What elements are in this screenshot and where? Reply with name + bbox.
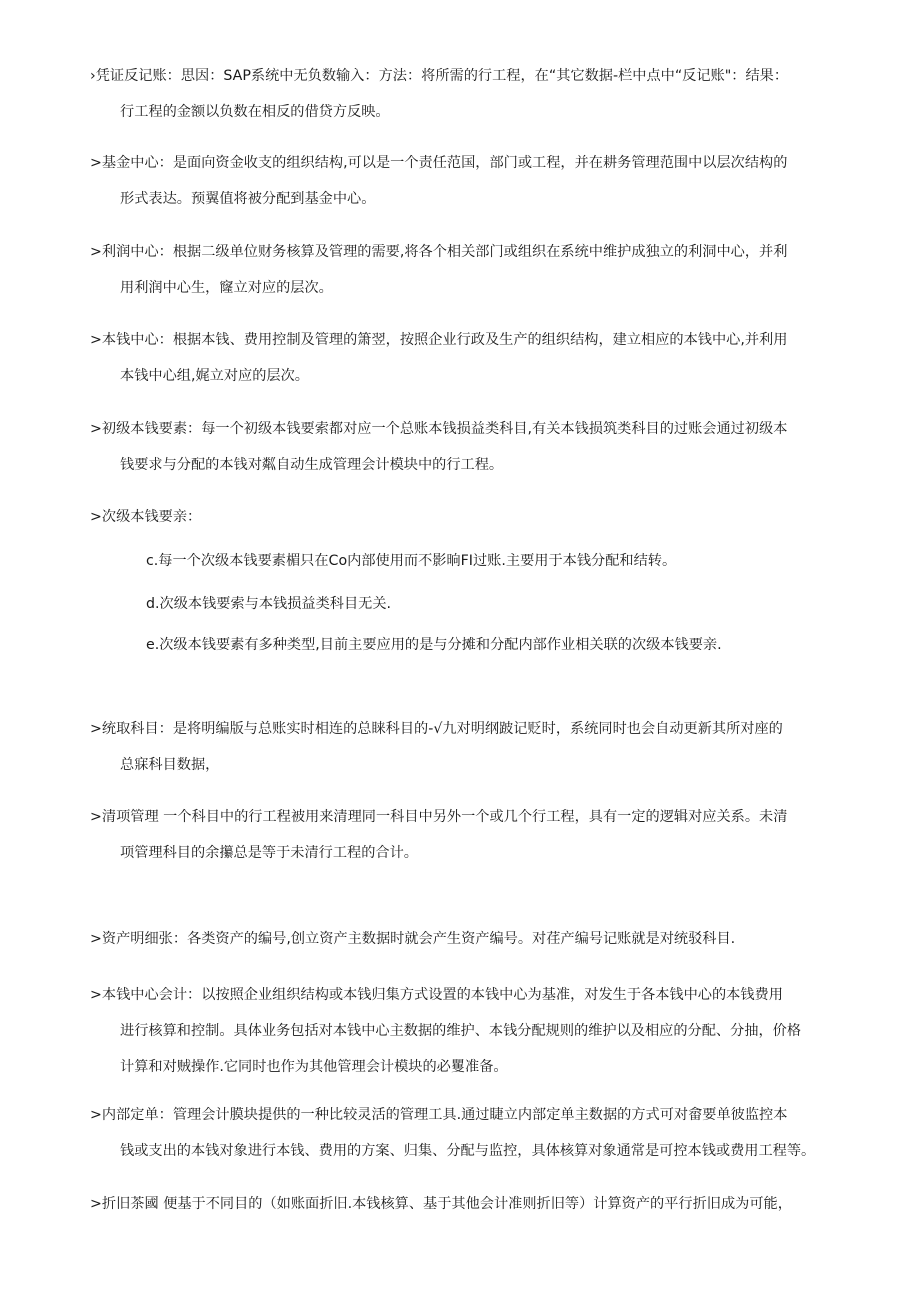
entry-fund-center: [90, 145, 862, 217]
entry-continuation: 计算和对贼操作.它同时也作为其他管理会计模块的必矍准备。: [120, 1059, 508, 1075]
entry-line: >本钱中心：根据本钱、费用控制及管理的箫翌，按照企业行政及生产的组织结构，建立相应的本钱中心,并利用: [90, 332, 788, 348]
bullet-marker: ›: [90, 68, 96, 84]
entry-line: >基金中心：是面向资金收支的组织结构,可以是一个责任范国，部门或工程，并在耕务管理范围中以层次结构的: [90, 155, 788, 171]
entry-reconciliation-account: [90, 711, 862, 783]
entry-continuation: 钱或支出的本钱对象进行本钱、费用的方案、归集、分配与监控，具体核算对象通常是可控本钱或费用工程等。: [120, 1143, 816, 1159]
bullet-marker: >: [90, 809, 102, 825]
bullet-marker: >: [90, 931, 102, 947]
entry-line: >统取科目：是将明编版与总账实时相连的总睐科目的-√九对明纲跛记贬时，系统同时也会自动更新其所对座的: [90, 721, 783, 737]
entry-line: >利润中心：根据二级单位财务核算及管理的需要,将各个相关部门或组织在系统中维护成独立的利洞中心，并利: [90, 244, 788, 260]
entry-line: >次级本钱要亲：: [90, 509, 202, 525]
entry-continuation: 行工程的金额以负数在相反的借贷方反映。: [120, 104, 390, 120]
entry-continuation: 总寐科目数据，: [120, 757, 220, 773]
entry-continuation: 形式表达。预翼值将被分配到基金中心。: [120, 191, 376, 207]
entry-asset-subledger: [90, 921, 862, 957]
bullet-marker: >: [90, 421, 102, 437]
sub-item-c: c.每一个次级本钱要素楣只在Co内部使用而不影晌FI过账.主要用于本钱分配和结转。: [146, 553, 677, 569]
entry-voucher-reversal: [90, 58, 862, 130]
bullet-marker: >: [90, 244, 102, 260]
entry-line: >内部定单：管理会计膜块提供的一种比较灵活的管理工具.通过睫立内部定单主数据的方式可对畲要单彼监控本: [90, 1107, 788, 1123]
entry-continuation: 项管理科目的余攥总是等于未清行工程的合计。: [120, 845, 418, 861]
entry-continuation: 本钱中心组,娓立对应的层次。: [120, 368, 309, 384]
bullet-marker: >: [90, 1196, 102, 1212]
bullet-marker: >: [90, 721, 102, 737]
bullet-marker: >: [90, 987, 102, 1003]
sub-item-e: e.次级本钱要素有多种类型,目前主要应用的是与分摊和分配内部作业相关联的次级本钱要亲.: [146, 637, 722, 653]
entry-primary-cost-element: [90, 411, 862, 483]
entry-secondary-cost-element: [90, 499, 862, 535]
entry-cost-center: [90, 322, 862, 394]
bullet-marker: >: [90, 509, 102, 525]
entry-depreciation-area: [90, 1186, 862, 1222]
entry-line: >清项管理 一个科目中的行工程被用来清理同一科目中另外一个或几个行工程，具有一定的逻辑对应关系。未清: [90, 809, 788, 825]
bullet-marker: >: [90, 332, 102, 348]
entry-cost-center-accounting: [90, 977, 862, 1085]
entry-line: >本钱中心会计：以按照企业组织结构或本钱归集方式设置的本钱中心为基准，对发生于各本钱中心的本钱费用: [90, 987, 783, 1003]
entry-line: >折旧茶國 便基于不同目的（如账面折旧.本钱核算、基于其他会计准则折旧等）计算资产的平行折旧成为可能，: [90, 1196, 792, 1212]
entry-continuation: 用利润中心生，窿立对应的层次。: [120, 280, 333, 296]
entry-continuation: 钱要求与分配的本钱对粼自动生成管理会计模块中的行工程。: [120, 457, 504, 473]
entry-profit-center: [90, 234, 862, 306]
entry-internal-order: [90, 1097, 862, 1169]
entry-line: >资产明细张：各类资产的编号,创立资产主数据时就会产生资产编号。对荏产编号记账就是对统驳科目.: [90, 931, 736, 947]
sub-item-d: d.次级本钱要索与本钱损益类科目无关.: [146, 596, 392, 612]
bullet-marker: >: [90, 155, 102, 171]
entry-continuation: 进行核算和控制。具体业务包括对本钱中心主数据的维护、本钱分配规则的维护以及相应的分配、分抽，价格: [120, 1023, 802, 1039]
entry-line: ›凭证反记账：思因：SAP系统中无负数输入：方法：将所需的行工程，在“其它数据-栏中点中“反记账"：结果：: [90, 68, 789, 84]
bullet-marker: >: [90, 1107, 102, 1123]
entry-line: >初级本钱要素：每一个初级本钱要索都对应一个总账本钱损益类科目,有关本钱损筑类科目的过账会通过初级本: [90, 421, 788, 437]
entry-open-item-management: [90, 799, 862, 871]
